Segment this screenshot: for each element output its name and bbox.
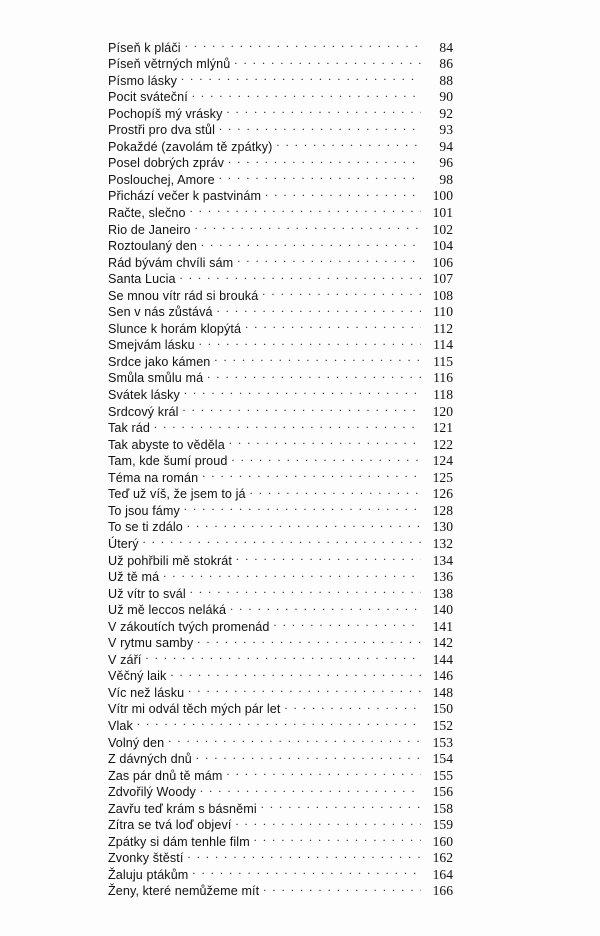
toc-entry-title: Zítra se tvá loď objeví [108, 818, 232, 833]
toc-entry-title: V zákoutích tvých promenád [108, 619, 270, 634]
toc-entry-page-number: 98 [439, 171, 453, 187]
toc-entry-title: Zavřu teď krám s básněmi [108, 801, 257, 816]
toc-entry-title: Zdvořilý Woody [108, 785, 196, 800]
dot-leader [219, 167, 421, 184]
dot-leader [170, 664, 421, 681]
toc-entry-title: Pocit sváteční [108, 90, 188, 105]
dot-leader [190, 200, 421, 217]
toc-entry [108, 664, 453, 684]
toc-entry-title: To jsou fámy [108, 503, 180, 518]
toc-entry-page-number: 138 [432, 585, 453, 601]
dot-leader [163, 565, 421, 582]
toc-entry-page-number: 154 [432, 751, 453, 767]
toc-entry-page-number: 148 [432, 684, 453, 700]
toc-entry-page-number: 112 [433, 320, 453, 336]
toc-entry-page-number: 124 [432, 453, 453, 469]
toc-entry-page-number: 144 [432, 651, 453, 667]
dot-leader [184, 382, 421, 399]
dot-leader [192, 862, 421, 879]
toc-entry-title: Pokaždé (zavolám tě zpátky) [108, 139, 273, 154]
toc-entry-page-number: 136 [432, 569, 453, 585]
toc-entry-page-number: 110 [433, 304, 453, 320]
toc-entry-page-number: 116 [433, 370, 453, 386]
toc-entry-title: Se mnou vítr rád si brouká [108, 288, 259, 303]
toc-entry-title: Smejvám lásku [108, 338, 195, 353]
toc-entry-page-number: 132 [432, 535, 453, 551]
toc-entry-title: Už tě má [108, 570, 160, 585]
toc-entry-title: Volný den [108, 735, 165, 750]
dot-leader [185, 35, 421, 52]
toc-entry-title: Věčný laik [108, 669, 167, 684]
toc-entry-page-number: 96 [439, 155, 453, 171]
toc-entry-page-number: 134 [432, 552, 453, 568]
toc-entry-page-number: 120 [432, 403, 453, 419]
dot-leader [229, 432, 421, 449]
toc-entry-title: Zpátky si dám tenhle film [108, 834, 250, 849]
toc-entry-title: Téma na román [108, 470, 199, 485]
toc-entry-page-number: 152 [432, 717, 453, 733]
toc-entry [108, 647, 453, 667]
dot-leader [274, 614, 421, 631]
toc-entry-page-number: 104 [432, 238, 453, 254]
dot-leader [187, 515, 421, 532]
toc-entry-page-number: 94 [439, 138, 453, 154]
toc-entry-title: Žaluju ptákům [108, 867, 189, 882]
toc-entry-page-number: 141 [432, 618, 453, 634]
dot-leader [192, 85, 421, 102]
dot-leader [263, 879, 421, 896]
toc-entry [108, 531, 453, 551]
toc-entry-page-number: 106 [432, 254, 453, 270]
dot-leader [228, 151, 421, 168]
toc-entry-page-number: 158 [432, 800, 453, 816]
dot-leader [232, 449, 422, 466]
dot-leader [190, 581, 421, 598]
dot-leader [146, 647, 422, 664]
toc-entry-page-number: 118 [433, 387, 453, 403]
toc-entry-page-number: 130 [432, 519, 453, 535]
toc-entry-page-number: 155 [432, 767, 453, 783]
toc-entry-page-number: 156 [432, 784, 453, 800]
dot-leader [234, 52, 421, 69]
dot-leader [188, 680, 421, 697]
toc-entry-title: Už vítr to svál [108, 586, 186, 601]
toc-entry-title: To se ti zdálo [108, 520, 183, 535]
dot-leader [143, 531, 421, 548]
dot-leader [254, 829, 421, 846]
dot-leader [214, 349, 421, 366]
toc-entry-title: Sen v nás zůstává [108, 305, 213, 320]
toc-entry-page-number: 159 [432, 817, 453, 833]
dot-leader [181, 68, 421, 85]
dot-leader [245, 316, 421, 333]
toc-entry-page-number: 86 [439, 56, 453, 72]
toc-entry-page-number: 146 [432, 668, 453, 684]
toc-entry-title: Pochopíš mý vrásky [108, 106, 223, 121]
dot-leader [217, 300, 421, 317]
toc-entry-page-number: 160 [432, 833, 453, 849]
toc-entry-title: Už pohřbili mě stokrát [108, 553, 232, 568]
dot-leader [197, 631, 421, 648]
toc-entry-title: Už mě leccos neláká [108, 603, 227, 618]
toc-entry-title: Rio de Janeiro [108, 222, 191, 237]
toc-entry-page-number: 164 [432, 866, 453, 882]
toc-entry-title: Zvonky štěstí [108, 851, 184, 866]
toc-entry-page-number: 150 [432, 701, 453, 717]
dot-leader [262, 283, 421, 300]
dot-leader [200, 780, 421, 797]
dot-leader [168, 730, 421, 747]
dot-leader [188, 846, 422, 863]
toc-entry-title: Poslouchej, Amore [108, 172, 215, 187]
toc-entry-page-number: 153 [432, 734, 453, 750]
toc-entry-page-number: 126 [432, 486, 453, 502]
toc-entry [108, 416, 453, 436]
toc-entry-title: Zas pár dnů tě mám [108, 768, 223, 783]
toc-entry [108, 730, 453, 750]
toc-entry-title: Prostři pro dva stůl [108, 123, 215, 138]
toc-entry-title: Srdcový král [108, 404, 179, 419]
toc-entry-title: Píseň k pláči [108, 40, 181, 55]
toc-entry-page-number: 108 [432, 287, 453, 303]
dot-leader [250, 482, 421, 499]
dot-leader [196, 747, 421, 764]
toc-entry-title: Písmo lásky [108, 73, 177, 88]
toc-entry-title: Tak abyste to věděla [108, 437, 225, 452]
toc-entry-title: Rád bývám chvíli sám [108, 255, 234, 270]
toc-entry-page-number: 162 [432, 850, 453, 866]
toc-entry [108, 713, 453, 733]
dot-leader [237, 250, 421, 267]
toc-entry-title: Víc než lásku [108, 685, 185, 700]
toc-entry-title: Smůla smůlu má [108, 371, 204, 386]
toc-entry-page-number: 140 [432, 602, 453, 618]
toc-entry-title: Vítr mi odvál těch mých pár let [108, 702, 281, 717]
dot-leader [207, 366, 421, 383]
toc-entry-page-number: 115 [433, 353, 453, 369]
dot-leader [236, 548, 421, 565]
toc-entry [108, 35, 453, 55]
dot-leader [201, 234, 421, 251]
toc-entry [108, 548, 453, 568]
toc-entry-title: Teď už víš, že jsem to já [108, 487, 246, 502]
dot-leader [226, 101, 421, 118]
toc-entry-page-number: 114 [433, 337, 453, 353]
dot-leader [182, 399, 421, 416]
toc-entry-title: Z dávných dnů [108, 752, 192, 767]
toc-entry-page-number: 142 [432, 635, 453, 651]
toc-entry-page-number: 101 [432, 205, 453, 221]
toc-entry-title: V září [108, 652, 142, 667]
toc-entry-page-number: 93 [439, 122, 453, 138]
toc-entry-title: Úterý [108, 536, 139, 551]
toc-entry-title: Tam, kde šumí proud [108, 454, 228, 469]
toc-entry-page-number: 166 [432, 883, 453, 899]
dot-leader [227, 763, 422, 780]
dot-leader [230, 598, 421, 615]
toc-entry-title: Vlak [108, 718, 133, 733]
toc-entry-page-number: 128 [432, 502, 453, 518]
toc-entry-page-number: 90 [439, 89, 453, 105]
dot-leader [265, 184, 421, 201]
toc-entry-title: Tak rád [108, 421, 150, 436]
table-of-contents [108, 35, 453, 899]
toc-entry-title: Píseň větrných mlýnů [108, 57, 231, 72]
toc-entry-title: Srdce jako kámen [108, 354, 211, 369]
toc-entry-page-number: 84 [439, 39, 453, 55]
toc-entry-page-number: 125 [432, 469, 453, 485]
toc-entry [108, 432, 453, 452]
toc-entry-title: Přichází večer k pastvinám [108, 189, 262, 204]
toc-entry-page-number: 92 [439, 105, 453, 121]
dot-leader [219, 118, 421, 135]
toc-entry-title: Ženy, které nemůžeme mít [108, 884, 260, 899]
toc-entry-title: Slunce k horám klopýtá [108, 321, 242, 336]
dot-leader [195, 217, 421, 234]
toc-entry-title: V rytmu samby [108, 636, 194, 651]
dot-leader [180, 267, 421, 284]
toc-entry-page-number: 107 [432, 271, 453, 287]
toc-entry-page-number: 122 [432, 436, 453, 452]
dot-leader [202, 465, 421, 482]
dot-leader [137, 713, 421, 730]
toc-entry-page-number: 102 [432, 221, 453, 237]
toc-entry-page-number: 121 [432, 420, 453, 436]
toc-entry-title: Račte, slečno [108, 206, 186, 221]
dot-leader [261, 796, 421, 813]
dot-leader [184, 498, 421, 515]
dot-leader [154, 416, 421, 433]
dot-leader [199, 333, 421, 350]
toc-entry-title: Svátek lásky [108, 388, 180, 403]
dot-leader [276, 134, 421, 151]
dot-leader [235, 813, 421, 830]
toc-entry-page-number: 88 [439, 72, 453, 88]
toc-entry-title: Santa Lucia [108, 272, 176, 287]
dot-leader [284, 697, 421, 714]
toc-entry-title: Posel dobrých zpráv [108, 156, 224, 171]
toc-entry-title: Roztoulaný den [108, 239, 197, 254]
toc-entry-page-number: 100 [432, 188, 453, 204]
